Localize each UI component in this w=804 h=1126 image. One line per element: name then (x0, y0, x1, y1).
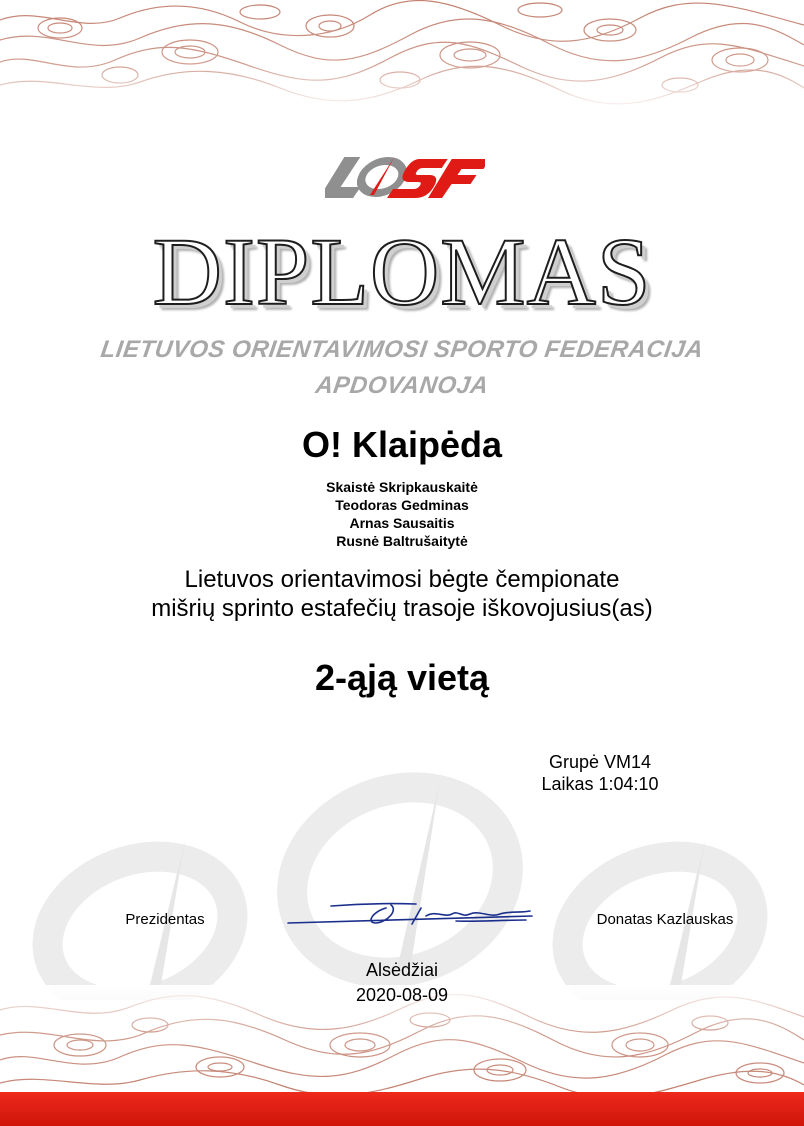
club-name: O! Klaipėda (301, 424, 503, 465)
president-signature (286, 896, 536, 932)
president-label: Prezidentas (125, 911, 205, 928)
losf-logo (325, 155, 485, 200)
award-description-line-2: mišrių sprinto estafečių trasoje iškovojusius(as) (151, 595, 653, 622)
team-members (0, 478, 804, 550)
location: Alsėdžiai (365, 960, 439, 980)
group-label: Grupė VM14 (548, 752, 652, 772)
issue-date: 2020-08-09 (355, 985, 449, 1005)
team-member: Teodoras Gedminas (335, 497, 469, 513)
time-label: Laikas 1:04:10 (541, 774, 659, 794)
place-result: 2-ąją vietą (314, 657, 490, 698)
team-member: Rusnė Baltrušaitytė (336, 533, 468, 549)
diploma-title: DIPLOMAS (152, 218, 652, 325)
president-name: Donatas Kazlauskas (596, 911, 734, 928)
awards-label: APDOVANOJA (313, 372, 491, 399)
award-description-line-1: Lietuvos orientavimosi bėgte čempionate (184, 566, 620, 593)
team-member: Skaistė Skripkauskaitė (326, 479, 478, 495)
federation-name: LIETUVOS ORIENTAVIMOSI SPORTO FEDERACIJA (99, 336, 706, 363)
team-member: Arnas Sausaitis (349, 515, 455, 531)
bottom-red-stripe (0, 1092, 804, 1126)
top-contour-pattern (0, 0, 804, 112)
